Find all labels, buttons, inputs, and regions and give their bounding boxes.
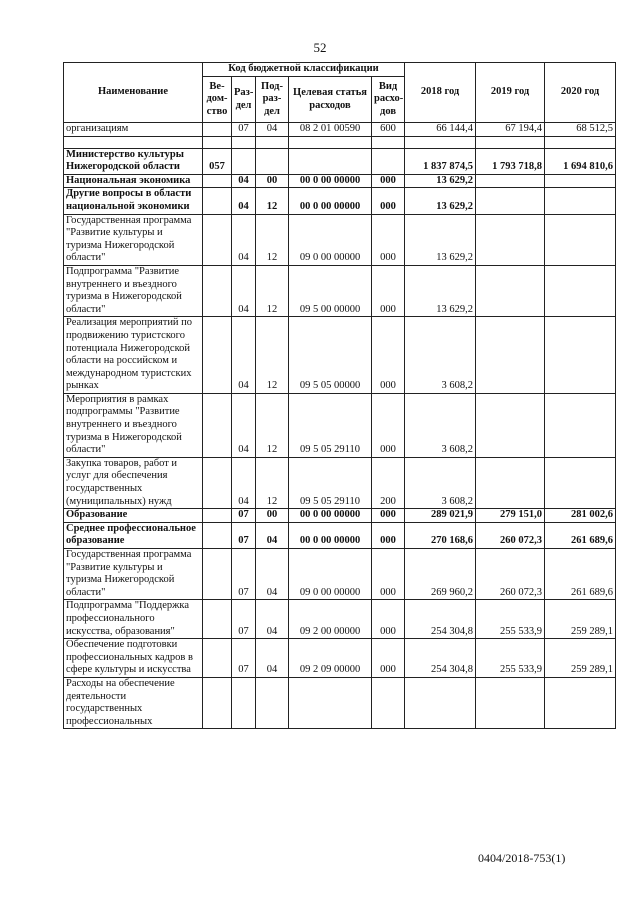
cell-2020 (545, 188, 616, 214)
cell-ved (203, 393, 232, 457)
cell-2019: 260 072,3 (476, 522, 545, 548)
header-2018: 2018 год (405, 63, 476, 123)
cell-podrazdel (256, 677, 289, 728)
cell-2019: 260 072,3 (476, 549, 545, 600)
cell-name: Образование (64, 509, 203, 523)
cell-razdel: 04 (232, 214, 256, 265)
table-body (64, 123, 616, 729)
cell-name: Расходы на обеспечение деятельности государственных профессиональных (64, 677, 203, 728)
cell-2018: 13 629,2 (405, 214, 476, 265)
cell-2019 (476, 393, 545, 457)
cell-2018: 270 168,6 (405, 522, 476, 548)
cell-razdel: 07 (232, 600, 256, 639)
table-row (64, 136, 616, 148)
cell-razdel: 07 (232, 123, 256, 137)
cell-razdel: 04 (232, 457, 256, 508)
table-row (64, 148, 616, 174)
table-row (64, 317, 616, 394)
cell-name: Государственная программа "Развитие культуры и туризма Нижегородской области" (64, 549, 203, 600)
cell-podrazdel: 12 (256, 457, 289, 508)
cell-podrazdel: 04 (256, 123, 289, 137)
table-row (64, 549, 616, 600)
cell-celevaya (289, 677, 372, 728)
cell-2020 (545, 457, 616, 508)
table-row (64, 123, 616, 137)
table-row (64, 174, 616, 188)
header-name: Наименование (64, 63, 203, 123)
cell-celevaya (289, 148, 372, 174)
cell-2020: 1 694 810,6 (545, 148, 616, 174)
table-row (64, 393, 616, 457)
cell-2020 (545, 317, 616, 394)
cell-razdel: 07 (232, 549, 256, 600)
budget-table (63, 62, 616, 729)
cell-ved (203, 677, 232, 728)
cell-2020 (545, 214, 616, 265)
cell-vid: 000 (372, 188, 405, 214)
cell-2018: 289 021,9 (405, 509, 476, 523)
cell-2018: 66 144,4 (405, 123, 476, 137)
cell-ved (203, 549, 232, 600)
cell-2020 (545, 174, 616, 188)
table-row (64, 639, 616, 678)
cell-celevaya: 09 2 00 00000 (289, 600, 372, 639)
cell-2018: 3 608,2 (405, 317, 476, 394)
cell-name (64, 136, 203, 148)
cell-2018: 1 837 874,5 (405, 148, 476, 174)
cell-celevaya: 00 0 00 00000 (289, 522, 372, 548)
header-2020: 2020 год (545, 63, 616, 123)
cell-celevaya: 09 0 00 00000 (289, 214, 372, 265)
cell-vid (372, 148, 405, 174)
cell-ved (203, 136, 232, 148)
cell-razdel: 04 (232, 317, 256, 394)
cell-vid: 000 (372, 600, 405, 639)
cell-vid: 200 (372, 457, 405, 508)
cell-ved (203, 509, 232, 523)
cell-2019 (476, 265, 545, 316)
cell-podrazdel: 00 (256, 174, 289, 188)
table-row (64, 457, 616, 508)
cell-name: организациям (64, 123, 203, 137)
cell-celevaya: 00 0 00 00000 (289, 509, 372, 523)
cell-podrazdel: 04 (256, 549, 289, 600)
cell-2020: 281 002,6 (545, 509, 616, 523)
cell-name: Подпрограмма "Развитие внутреннего и въездного туризма в Нижегородской области" (64, 265, 203, 316)
cell-razdel: 07 (232, 509, 256, 523)
header-vedomstvo: Ве-дом-ство (203, 77, 232, 123)
table-row (64, 265, 616, 316)
cell-celevaya: 09 2 09 00000 (289, 639, 372, 678)
cell-2020: 259 289,1 (545, 639, 616, 678)
cell-2020: 261 689,6 (545, 549, 616, 600)
cell-name: Обеспечение подготовки профессиональных кадров в сфере культуры и искусства (64, 639, 203, 678)
cell-name: Национальная экономика (64, 174, 203, 188)
cell-2019: 255 533,9 (476, 639, 545, 678)
cell-podrazdel (256, 148, 289, 174)
cell-podrazdel: 12 (256, 393, 289, 457)
cell-name: Подпрограмма "Поддержка профессионального искусства, образования" (64, 600, 203, 639)
cell-2020: 261 689,6 (545, 522, 616, 548)
cell-2019: 279 151,0 (476, 509, 545, 523)
cell-2019 (476, 136, 545, 148)
cell-vid: 000 (372, 265, 405, 316)
cell-podrazdel: 04 (256, 600, 289, 639)
cell-2019 (476, 317, 545, 394)
header-classification-group: Код бюджетной классификации (203, 63, 405, 77)
cell-podrazdel: 04 (256, 639, 289, 678)
cell-ved (203, 123, 232, 137)
cell-2019: 255 533,9 (476, 600, 545, 639)
cell-celevaya: 09 5 05 00000 (289, 317, 372, 394)
cell-razdel: 04 (232, 188, 256, 214)
cell-ved (203, 457, 232, 508)
cell-podrazdel (256, 136, 289, 148)
cell-celevaya: 09 5 00 00000 (289, 265, 372, 316)
cell-podrazdel: 12 (256, 214, 289, 265)
cell-2020 (545, 136, 616, 148)
cell-ved (203, 600, 232, 639)
table-row (64, 214, 616, 265)
cell-razdel: 04 (232, 174, 256, 188)
cell-vid: 600 (372, 123, 405, 137)
cell-ved (203, 639, 232, 678)
header-razdel: Раз-дел (232, 77, 256, 123)
cell-2019 (476, 677, 545, 728)
header-2019: 2019 год (476, 63, 545, 123)
page-number: 52 (313, 40, 327, 55)
cell-celevaya: 09 5 05 29110 (289, 393, 372, 457)
table-row (64, 188, 616, 214)
cell-2019: 67 194,4 (476, 123, 545, 137)
table-row (64, 509, 616, 523)
cell-2018: 3 608,2 (405, 457, 476, 508)
cell-razdel: 04 (232, 265, 256, 316)
cell-2018: 254 304,8 (405, 639, 476, 678)
cell-vid: 000 (372, 522, 405, 548)
cell-name: Реализация мероприятий по продвижению туристского потенциала Нижегородской области на российском и международном туристских рынках (64, 317, 203, 394)
cell-2020 (545, 265, 616, 316)
cell-ved (203, 188, 232, 214)
cell-celevaya: 00 0 00 00000 (289, 188, 372, 214)
cell-name: Другие вопросы в области национальной экономики (64, 188, 203, 214)
table-row (64, 522, 616, 548)
cell-name: Среднее профессиональное образование (64, 522, 203, 548)
cell-ved (203, 174, 232, 188)
cell-razdel: 07 (232, 639, 256, 678)
cell-razdel (232, 148, 256, 174)
cell-2019 (476, 457, 545, 508)
cell-2018 (405, 136, 476, 148)
cell-celevaya: 09 5 05 29110 (289, 457, 372, 508)
cell-podrazdel: 12 (256, 265, 289, 316)
cell-ved: 057 (203, 148, 232, 174)
cell-name: Закупка товаров, работ и услуг для обеспечения государственных (муниципальных) нужд (64, 457, 203, 508)
header-podrazdel: Под-раз-дел (256, 77, 289, 123)
cell-celevaya: 09 0 00 00000 (289, 549, 372, 600)
cell-vid: 000 (372, 214, 405, 265)
cell-2019 (476, 174, 545, 188)
cell-2020: 259 289,1 (545, 600, 616, 639)
cell-ved (203, 317, 232, 394)
cell-ved (203, 522, 232, 548)
cell-vid (372, 677, 405, 728)
table-row (64, 677, 616, 728)
cell-2019: 1 793 718,8 (476, 148, 545, 174)
cell-2019 (476, 188, 545, 214)
cell-razdel (232, 136, 256, 148)
header-vid-raskhodov: Вид расхо-дов (372, 77, 405, 123)
cell-2018: 269 960,2 (405, 549, 476, 600)
cell-razdel (232, 677, 256, 728)
cell-vid (372, 136, 405, 148)
cell-vid: 000 (372, 549, 405, 600)
cell-vid: 000 (372, 509, 405, 523)
cell-razdel: 07 (232, 522, 256, 548)
cell-celevaya (289, 136, 372, 148)
cell-2019 (476, 214, 545, 265)
cell-2020 (545, 393, 616, 457)
cell-2018: 254 304,8 (405, 600, 476, 639)
cell-vid: 000 (372, 174, 405, 188)
cell-razdel: 04 (232, 393, 256, 457)
cell-2018: 13 629,2 (405, 174, 476, 188)
cell-vid: 000 (372, 317, 405, 394)
cell-celevaya: 08 2 01 00590 (289, 123, 372, 137)
cell-2018: 3 608,2 (405, 393, 476, 457)
cell-2018: 13 629,2 (405, 265, 476, 316)
cell-ved (203, 214, 232, 265)
cell-podrazdel: 12 (256, 317, 289, 394)
header-celevaya-statya: Целевая статья расходов (289, 77, 372, 123)
table-row (64, 600, 616, 639)
cell-2020: 68 512,5 (545, 123, 616, 137)
cell-name: Государственная программа "Развитие культуры и туризма Нижегородской области" (64, 214, 203, 265)
cell-podrazdel: 12 (256, 188, 289, 214)
cell-name: Мероприятия в рамках подпрограммы "Развитие внутреннего и въездного туризма в Нижегородской области" (64, 393, 203, 457)
cell-2018: 13 629,2 (405, 188, 476, 214)
cell-podrazdel: 04 (256, 522, 289, 548)
cell-celevaya: 00 0 00 00000 (289, 174, 372, 188)
cell-2018 (405, 677, 476, 728)
cell-vid: 000 (372, 393, 405, 457)
cell-name: Министерство культуры Нижегородской области (64, 148, 203, 174)
document-code: 0404/2018-753(1) (478, 851, 566, 865)
cell-ved (203, 265, 232, 316)
cell-vid: 000 (372, 639, 405, 678)
cell-podrazdel: 00 (256, 509, 289, 523)
cell-2020 (545, 677, 616, 728)
